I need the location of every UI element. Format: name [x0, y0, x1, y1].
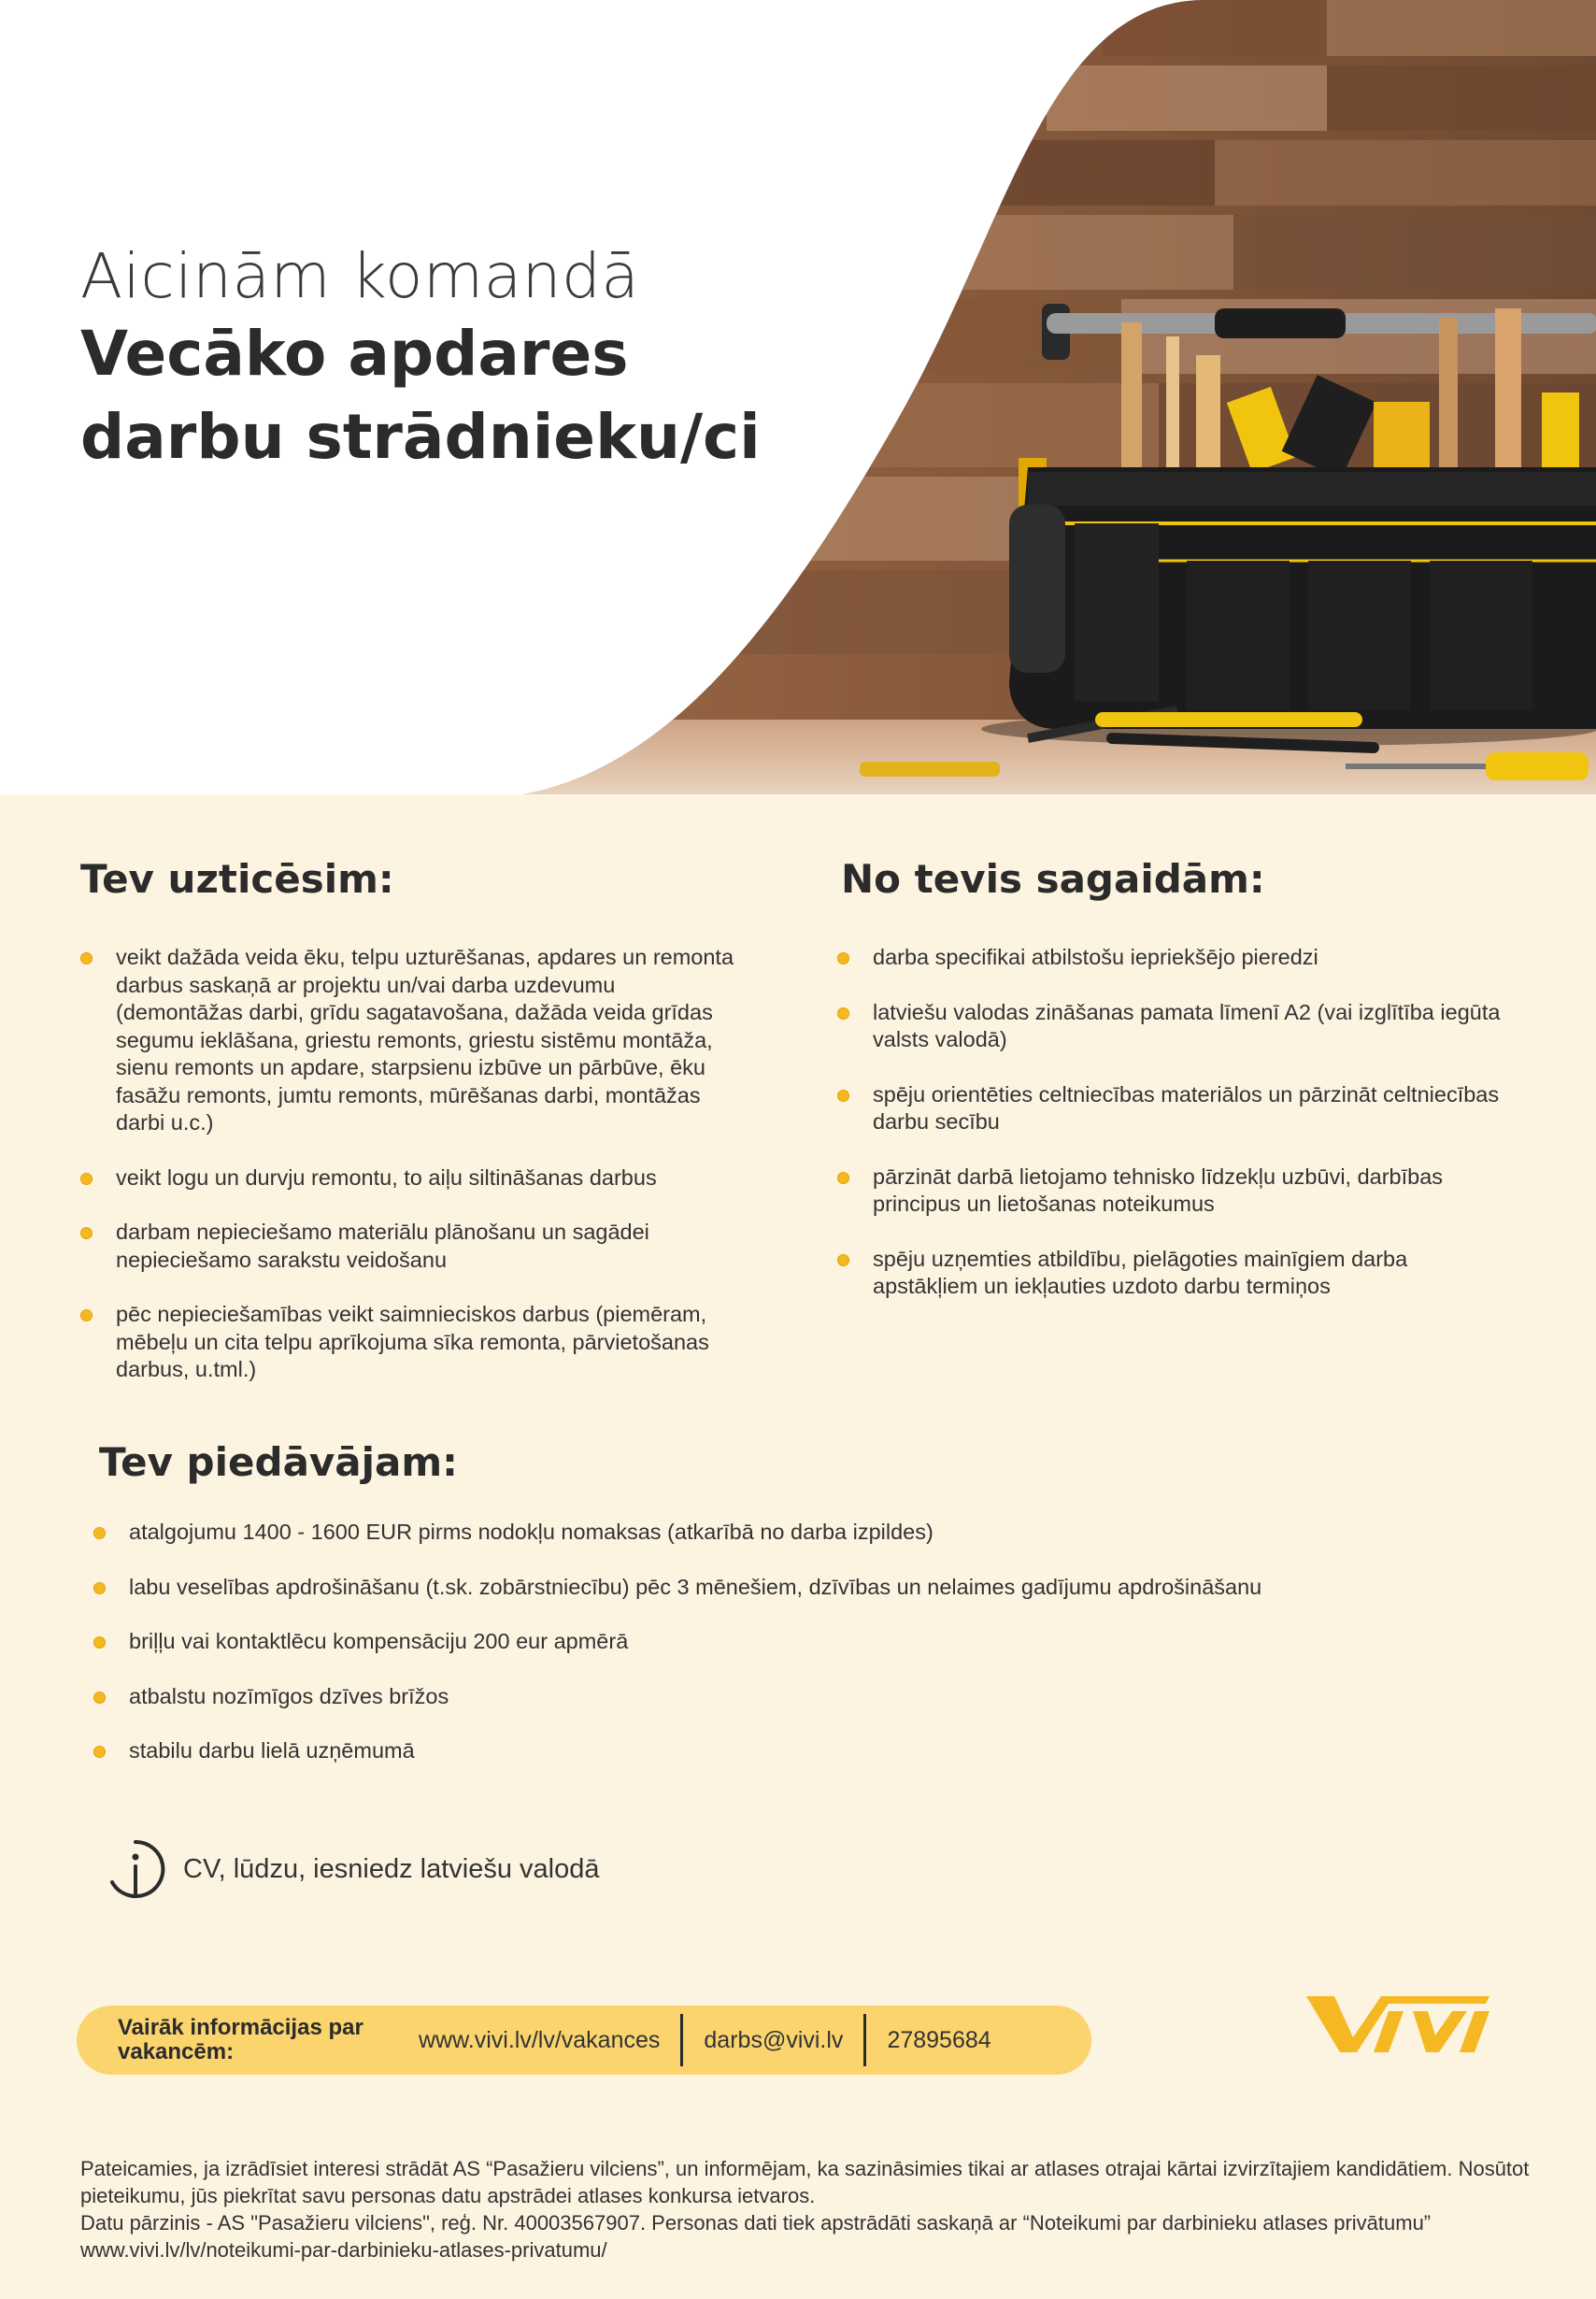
job-title-line1: Vecāko apdares	[80, 317, 629, 390]
bullet-dot-icon	[93, 1636, 106, 1649]
bullet-dot-icon	[93, 1692, 106, 1704]
vivi-logo	[1303, 1991, 1495, 2058]
list-item: stabilu darbu lielā uzņēmumā	[93, 1737, 1495, 1765]
hero-section	[0, 0, 1596, 794]
bullet-dot-icon	[837, 952, 849, 964]
bullet-dot-icon	[93, 1746, 106, 1758]
responsibilities-list	[80, 944, 734, 1411]
info-icon	[105, 1838, 166, 1900]
headline-intro: Aicinām komandā	[80, 240, 640, 312]
bullet-dot-icon	[80, 1227, 93, 1239]
list-item: briļļu vai kontaktlēcu kompensāciju 200 eur apmērā	[93, 1628, 1495, 1656]
offer-title: Tev piedāvājam:	[99, 1439, 458, 1485]
headline	[80, 241, 761, 478]
list-item: atalgojumu 1400 - 1600 EUR pirms nodokļu nomaksas (atkarībā no darba izpildes)	[93, 1519, 1495, 1547]
privacy-footer	[80, 2155, 1557, 2263]
bullet-dot-icon	[80, 1173, 93, 1185]
list-item: veikt logu un durvju remontu, to aiļu siltināšanas darbus	[80, 1164, 734, 1192]
bullet-dot-icon	[837, 1254, 849, 1266]
requirements-title: No tevis sagaidām:	[841, 856, 1265, 902]
bullet-dot-icon	[80, 952, 93, 964]
offer-list	[93, 1519, 1495, 1792]
list-item: atbalstu nozīmīgos dzīves brīžos	[93, 1683, 1495, 1711]
requirements-list	[837, 944, 1510, 1328]
responsibilities-title: Tev uzticēsim:	[80, 856, 394, 902]
bullet-dot-icon	[837, 1007, 849, 1020]
website-link[interactable]: www.vivi.lv/lv/vakances	[419, 2026, 661, 2053]
list-item: latviešu valodas zināšanas pamata līmenī A2 (vai izglītība iegūta valsts valodā)	[837, 999, 1510, 1054]
list-item: darba specifikai atbilstošu iepriekšējo pieredzi	[837, 944, 1510, 972]
footer-paragraph: Datu pārzinis - AS "Pasažieru vilciens", reģ. Nr. 40003567907. Personas dati tiek apstrādāti saskaņā ar “Noteikumi par darbinieku atlases privātumu” www.vivi.lv/lv/noteikumi-par-darbinieku-atlases-privatumu/	[80, 2211, 1432, 2262]
email-link[interactable]: darbs@vivi.lv	[704, 2026, 844, 2053]
bullet-dot-icon	[93, 1527, 106, 1539]
bullet-dot-icon	[80, 1309, 93, 1321]
contact-lead: Vairāk informācijas par vakancēm:	[118, 2015, 363, 2064]
list-item: pēc nepieciešamības veikt saimnieciskos darbus (piemēram, mēbeļu un cita telpu aprīkojuma sīka remonta, pārvietošanas darbus, u.tml.)	[80, 1301, 734, 1384]
list-item: spēju orientēties celtniecības materiālos un pārzināt celtniecības darbu secību	[837, 1081, 1510, 1136]
bullet-dot-icon	[837, 1090, 849, 1102]
bullet-dot-icon	[837, 1172, 849, 1184]
list-item: darbam nepieciešamo materiālu plānošanu un sagādei nepieciešamo sarakstu veidošanu	[80, 1219, 734, 1274]
cv-language-note	[105, 1836, 599, 1902]
contact-bar	[77, 2006, 1091, 2075]
footer-paragraph: Pateicamies, ja izrādīsiet interesi strādāt AS “Pasažieru vilciens”, un informējam, ka sazināsimies tikai ar atlases otrajai kārtai izvirzītajiem kandidātiem. Nosūtot pieteikumu, jūs piekrītat savu personas datu apstrādei atlases konkursa ietvaros.	[80, 2157, 1530, 2207]
bullet-dot-icon	[93, 1582, 106, 1594]
list-item: labu veselības apdrošināšanu (t.sk. zobārstniecību) pēc 3 mēnešiem, dzīvības un nelaimes gadījumu apdrošināšanu	[93, 1574, 1495, 1602]
list-item: veikt dažāda veida ēku, telpu uzturēšanas, apdares un remonta darbus saskaņā ar projektu un/vai darba uzdevumu (demontāžas darbi, grīdu sagatavošana, dažāda veida grīdas segumu ieklāšana, griestu remonts, griestu sistēmu montāža, sienu remonts un apdare, starpsienu izbūve un pārbūve, ēku fasāžu remonts, jumtu remonts, mūrēšanas darbi, montāžas darbi u.c.)	[80, 944, 734, 1137]
phone-number[interactable]: 27895684	[887, 2026, 991, 2053]
list-item: pārzināt darbā lietojamo tehnisko līdzekļu uzbūvi, darbības principus un lietošanas noteikumus	[837, 1164, 1510, 1219]
cv-language-text: CV, lūdzu, iesniedz latviešu valodā	[183, 1853, 600, 1884]
job-title-line2: darbu strādnieku/ci	[80, 400, 761, 473]
list-item: spēju uzņemties atbildību, pielāgoties mainīgiem darba apstākļiem un iekļauties uzdoto darbu termiņos	[837, 1246, 1510, 1301]
